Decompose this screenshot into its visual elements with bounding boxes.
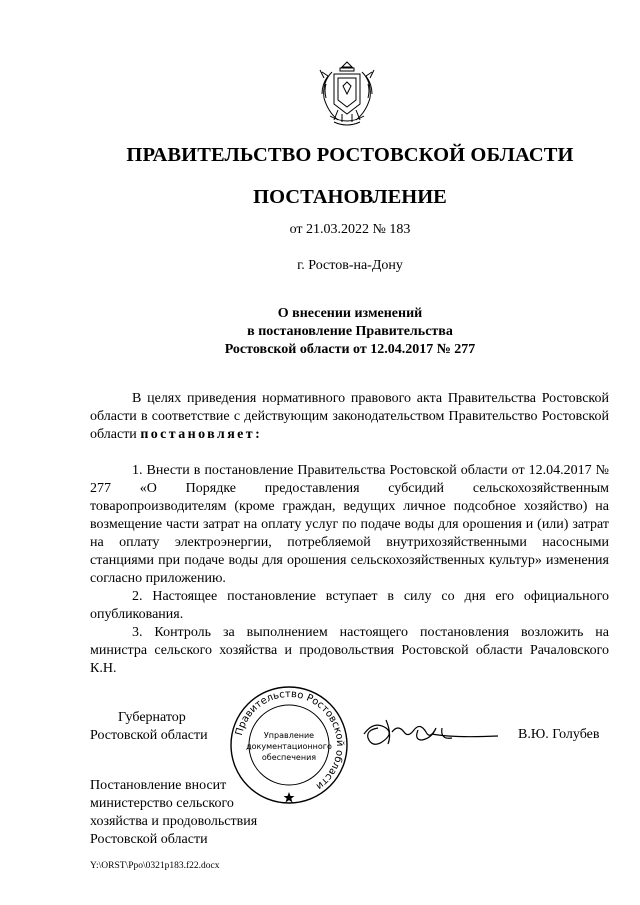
preamble-paragraph	[90, 390, 609, 444]
city-line: г. Ростов-на-Дону	[297, 258, 403, 273]
file-path: Y:\ORST\Ppo\0321p183.f22.docx	[90, 861, 220, 871]
submitter-block	[90, 777, 257, 849]
stamp-outer-text: Правительство Ростовской области	[233, 688, 346, 792]
handwritten-signature	[362, 712, 502, 752]
list-item: 3. Контроль за выполнением настоящего постановления возложить на министра сельского хозяйства и продовольствия Ростовской области Рачаловского К.Н.	[90, 625, 609, 676]
subject-line: в постановление Правительства	[247, 324, 453, 339]
decree-word: постановляет	[140, 427, 256, 442]
organization-title: ПРАВИТЕЛЬСТВО РОСТОВСКОЙ ОБЛАСТИ	[126, 144, 574, 166]
stamp-inner-line: документационного	[246, 742, 332, 751]
date-number: от 21.03.2022 № 183	[289, 222, 411, 237]
signatory-title	[90, 709, 208, 745]
document-type-title: ПОСТАНОВЛЕНИЕ	[253, 186, 447, 208]
submitter-line: Постановление вносит	[90, 778, 227, 793]
signatory-title-line: Ростовской области	[90, 728, 208, 743]
stamp-inner-line: обеспечения	[261, 753, 317, 762]
subject-line: О внесении изменений	[277, 306, 423, 321]
list-item: 2. Настоящее постановление вступает в силу со дня его официального опубликования.	[90, 589, 609, 622]
document-subject	[0, 305, 640, 359]
stamp-star-icon	[284, 792, 295, 803]
submitter-line: Ростовской области	[90, 832, 208, 847]
subject-line: Ростовской области от 12.04.2017 № 277	[224, 342, 476, 357]
coat-of-arms-emblem	[316, 58, 378, 130]
stamp-inner-line: Управление	[263, 731, 315, 740]
submitter-line: хозяйства и продовольствия	[90, 814, 258, 829]
signatory-title-line: Губернатор	[118, 710, 186, 725]
decree-colon: :	[255, 427, 263, 442]
list-item: 1. Внести в постановление Правительства Ростовской области от 12.04.2017 № 277 «О Порядке предоставления субсидий сельскохозяйственным товаропроизводителям (кроме граждан, ведущих личное подсобное хозяйство) на возмещение части затрат на оплату услуг по подаче воды для орошения и (или) затрат на оплату электроэнергии, потребляемой внутрихозяйственными насосными станциями при подаче воды для орошения сельскохозяйственных культур» изменения согласно приложению.	[90, 463, 609, 586]
submitter-line: министерство сельского	[90, 796, 234, 811]
signatory-name: В.Ю. Голубев	[518, 727, 600, 742]
preamble-text: В целях приведения нормативного правового акта Правительства Ростовской области в соответствие с действующим законодательством Правительство Ростовской области	[90, 391, 609, 442]
